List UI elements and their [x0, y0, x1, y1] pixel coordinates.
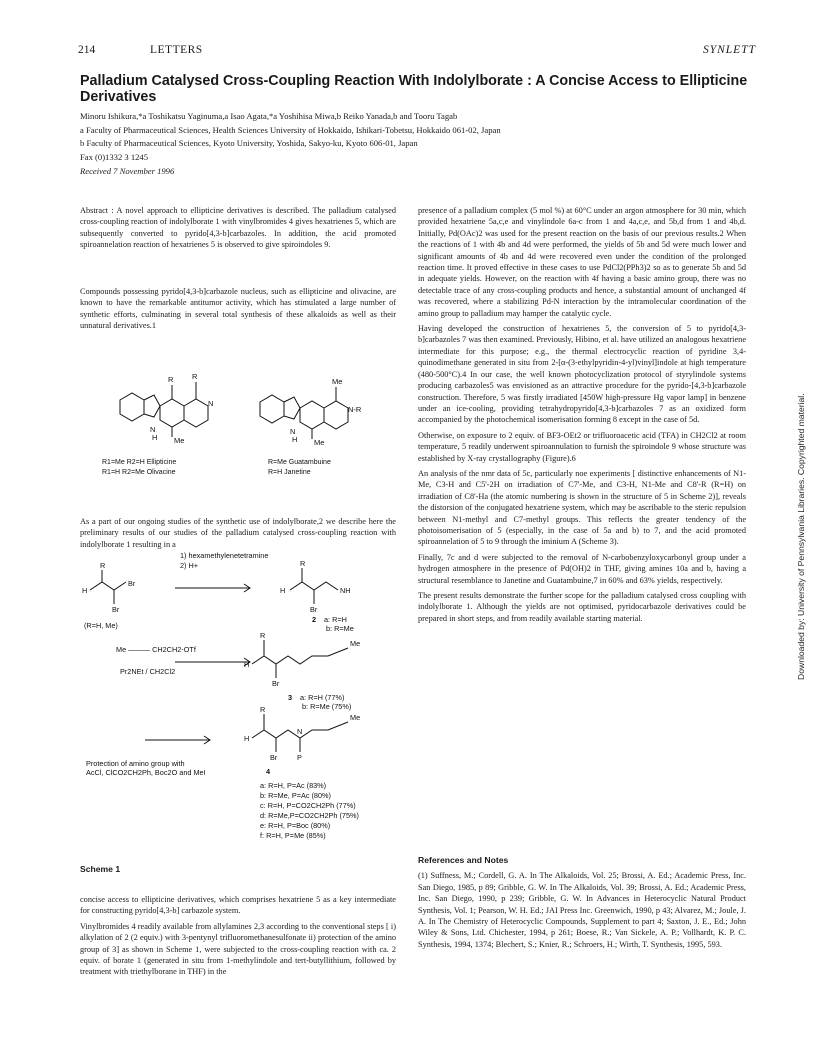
article-title: Palladium Catalysed Cross-Coupling Reaction With Indolylborate : A Concise Access to Ellipticine Derivatives — [80, 73, 748, 105]
svg-text:R: R — [300, 559, 306, 568]
svg-text:R: R — [192, 372, 198, 381]
intro-paragraph-2: As a part of our ongoing studies of the synthetic use of indolylborate,2 we describe here the preliminary results of our studies of the palladium catalysed cross-coupling reaction with indolylborate 1 resulting in a — [80, 517, 396, 549]
svg-text:3: 3 — [288, 693, 293, 702]
svg-text:R: R — [168, 375, 174, 384]
svg-text:N-R: N-R — [348, 405, 362, 414]
svg-text:H: H — [82, 586, 88, 595]
svg-text:R: R — [100, 561, 106, 570]
compound-4-variant: c: R=H, P=CO2CH2Ph (77%) — [260, 801, 356, 810]
body-paragraph: Vinylbromides 4 readily available from allylamines 2,3 according to the conventional steps [ i) alkylation of 2 (2 equiv.) with 3-pentynyl trifluoromethanesulfonate ii) protection of the amino group of 3] as shown in Scheme 1, were subjected to the cross-coupling reaction with ca. 2 equiv. of borate 1 (generated in situ from 1-methylindole and tert-butyllithium, followed by treatment with triethylborane in THF) in the — [80, 921, 396, 977]
natural-product-structures — [100, 340, 390, 480]
compound-3a: a: R=H (77%) — [300, 693, 345, 702]
scheme-step-1a: 1) hexamethylenetetramine — [180, 551, 269, 560]
references-title: References and Notes — [418, 855, 509, 865]
svg-text:R: R — [260, 631, 266, 640]
svg-text:NH: NH — [340, 586, 351, 595]
svg-text:Br: Br — [310, 605, 318, 614]
compound-4-variant: b: R=Me, P=Ac (80%) — [260, 791, 331, 800]
compound-2b: b: R=Me — [326, 624, 354, 633]
intro-paragraph: Compounds possessing pyrido[4,3-b]carbazole nucleus, such as ellipticine and olivacine, are known to have the remarkable antitumor activity, which has stimulated a large number of synthetic efforts, culminating in several total synthesis of these alkaloids as well as their unnatural derivatives.1 — [80, 287, 396, 331]
body-paragraph: Having developed the construction of hexatrienes 5, the conversion of 5 to pyrido[4,3-b]carbazoles 7 was then examined. Previously, Hibino, et al. have utilized an analogous hexatriene intermediate for this purpose; e.g., the thermal electrocyclic reaction of pyridine 3,4-quinodimethane generated in situ from 2-[α-(3-ethylpyridin-4-yl)vinyl]indole at high temperature (480-500°C).4 In our case, the well known photocyclization protocol of styrylindole systems producing carbazoles5 was envisioned as an attractive procedure for the pyrido-[4,3-b]carbazole construction. Therefore, 5 was firstly irradiated [450W high-pressure Hg vapor lamp] in benzene under an ice-cooling, providing tetrahydropyrido[4,3-b]carbazoles 7 as an oxidized form accompanied by the photochemical isomerisation forming 8 except in the case of 5d. — [418, 324, 746, 425]
body-paragraph: concise access to ellipticine derivatives, which comprises hexatriene 5 as a key intermediate for constructing pyrido[4,3-b] carbazole system. — [80, 895, 396, 916]
protection-note-2: AcCl, ClCO2CH2Ph, Boc2O and MeI — [86, 768, 206, 777]
affiliation-a: a Faculty of Pharmaceutical Sciences, Health Sciences University of Hokkaido, Ishikari-Tobetsu, Hokkaido 061-02, Japan — [80, 125, 501, 135]
scheme-label: Scheme 1 — [80, 864, 121, 874]
svg-text:Me: Me — [174, 436, 185, 445]
svg-text:N: N — [297, 727, 303, 736]
olivacine-label: R1=H R2=Me Olivacine — [102, 469, 176, 476]
svg-text:H: H — [152, 433, 158, 442]
svg-text:N: N — [290, 427, 296, 436]
compound-3b: b: R=Me (75%) — [302, 702, 352, 711]
fax: Fax (0)1332 3 1245 — [80, 152, 149, 162]
body-paragraph: presence of a palladium complex (5 mol %) at 60°C under an argon atmosphere for 30 min, which provided hexatriene 5a,c,e and vinylindole 6a-c from 1 and 4a,c,e, and 5b,d from 1 and 4b,d. Initially, Pd(OAc)2 was used for the present reaction on the basis of our previous results.2 When the reactions of 1 with 4b and 4d were performed, the yields of 5b and 5d were much lower and significant amounts of 4b and 4d were recovered even under the condition of the prolonged reaction time. It proved effective in these cases to use PdCl2(PPh3)2 so as to generate 5b and 5d in adequate yields. However, on the reaction with 4f having a basic amino group, there was no detectable trace of any cross-coupling products and hence, a substantial amount of unchanged 4f was recovered, where a stabilizing Pd-N interaction by the intramolecular coordination of the amino group to palladium may hamper the catalytic cycle. — [418, 206, 746, 318]
scheme-conditions: Pr2NEt / CH2Cl2 — [120, 667, 176, 676]
body-paragraph: Finally, 7c and d were subjected to the removal of N-carbobenzyloxycarbonyl group under a hydrogen atmosphere in the presence of Pd(OH)2 in THF, giving amines 10a and b, having a structural resemblance to Janetine and Guatambuine,7 in 60% and 63% yields, respectively. — [418, 552, 746, 585]
protection-note-1: Protection of amino group with — [86, 759, 185, 768]
svg-text:H: H — [280, 586, 286, 595]
svg-text:Br: Br — [128, 579, 136, 588]
body-paragraph: Otherwise, on exposure to 2 equiv. of BF3-OEt2 or trifluoroacetic acid (TFA) in CH2Cl2 at room temperature, 5 readily underwent spiroannulation to furnish the spiroindole 9 whose structure was established by X-ray crystallography (Figure).6 — [418, 430, 746, 463]
svg-text:H: H — [292, 435, 298, 444]
compound-2a: a: R=H — [324, 615, 347, 624]
svg-text:Br: Br — [272, 679, 280, 688]
svg-text:Me: Me — [314, 438, 325, 447]
download-notice: Downloaded by: University of Pennsylvania Libraries. Copyrighted material. — [796, 393, 806, 680]
scheme-step-1b: 2) H+ — [180, 561, 199, 570]
affiliation-b: b Faculty of Pharmaceutical Sciences, Kyoto University, Yoshida, Sakyo-ku, Kyoto 606-01, Japan — [80, 138, 418, 148]
scheme-r-label: (R=H, Me) — [84, 621, 118, 630]
right-column — [418, 205, 746, 628]
compound-4-variant: d: R=Me,P=CO2CH2Ph (75%) — [260, 811, 359, 820]
guatambuine-label: R=Me Guatambuine — [268, 459, 331, 466]
svg-text:N: N — [150, 425, 156, 434]
page-number: 214 — [78, 44, 96, 56]
svg-text:Br: Br — [112, 605, 120, 614]
abstract: Abstract : A novel approach to ellipticine derivatives is described. The palladium catalysed cross-coupling reaction of indolylborate 1 with vinylbromides 4 gives hexatrienes 5, which are subsequently converted to pyrido[4,3-b]carbazoles. In addition, the acid promoted spiroannelation reaction of hexatrienes 5 is observed to give spiroindoles 9. — [80, 206, 396, 250]
compound-4-variant: e: R=H, P=Boc (80%) — [260, 821, 331, 830]
scheme-reagent: Me ——— CH2CH2-OTf — [116, 645, 196, 654]
svg-text:Me: Me — [350, 639, 361, 648]
compound-4-label: 4 — [266, 767, 271, 776]
journal-name: SYNLETT — [702, 44, 756, 56]
svg-text:N: N — [208, 399, 214, 408]
svg-text:Br: Br — [270, 753, 278, 762]
received-date: Received 7 November 1996 — [80, 166, 175, 176]
svg-text:R: R — [260, 705, 266, 714]
ellipticine-label: R1=Me R2=H Ellipticine — [102, 459, 177, 466]
body-paragraph: The present results demonstrate the further scope for the palladium catalysed cross coupling with indolylborate 1. Although the yields are not optimised, pyridocarbazole derivatives could be prepared in short steps, and from readily available starting material. — [418, 591, 746, 623]
svg-text:Me: Me — [332, 377, 343, 386]
svg-text:H: H — [244, 734, 250, 743]
svg-text:2: 2 — [312, 615, 317, 624]
compound-4-variant: f: R=H, P=Me (85%) — [260, 831, 326, 840]
authors: Minoru Ishikura,*a Toshikatsu Yaginuma,a Isao Agata,*a Yoshihisa Miwa,b Reiko Yanada,b and Tooru Tagab — [80, 111, 458, 121]
compound-4-variant: a: R=H, P=Ac (83%) — [260, 781, 327, 790]
svg-text:H: H — [244, 660, 250, 669]
section-label: LETTERS — [150, 44, 203, 56]
references — [418, 855, 746, 954]
janetine-label: R=H Janetine — [268, 469, 311, 476]
reference-item: (1) Suffness, M.; Cordell, G. A. In The Alkaloids, Vol. 25; Brossi, A. Ed.; Academic Press, Inc. San Diego, 1985, p 89; Gribble, G. W. In The Alkaloids, Vol. 39; Brossi, A. Ed.; Academic Press, Inc. San Diego, 1990, p 239; Gribble, G. W. In Advances in Heterocyclic Natural Product Synthesis, Vol. 1; Pearson, W. H. Ed.; JAI Press Inc. Greenwich, 1990, p 43; Alvarez, M.; Joule, J. A. In The Chemistry of Heterocyclic Compounds, Supplement to part 4; Saxton, J. E., Ed.; John Wiley & Sons, Ltd. Chichester, 1994, p 261; Boese, R.; Van Sickele, A. P.; Vollhardt, K. P. C. Synthesis, 1994, 1374; Blechert, S.; Knier, R.; Schroers, H.; Wirth, T. Synthesis, 1995, 593. — [418, 871, 746, 949]
body-paragraph: An analysis of the nmr data of 5c, particularly noe experiments [ distinctive enhancements of N1-Me, C3-H and C5'-2H on irradiation of C7'-Me, and C3-H, N1-Me and C8'-R (R=H) on irradiation of C8'-Ha (the atomic numbering is shown in the structure of 5 in Scheme 2)], reveals the distorsion of the conjugated hexatriene system, which may be ascribable to the steric repulsion between N1-methyl and C7-methyl groups. This reflects the greater tendency of the photoisomerisation of 5 (especially, in the case of 5a and b) to 7, and the acid promoted spiroannelation of 5 to 9 through the iminium A (Scheme 3). — [418, 468, 746, 547]
svg-text:Me: Me — [350, 713, 361, 722]
scheme-1-diagram — [80, 551, 400, 860]
left-body — [80, 894, 396, 982]
svg-text:P: P — [297, 753, 302, 762]
